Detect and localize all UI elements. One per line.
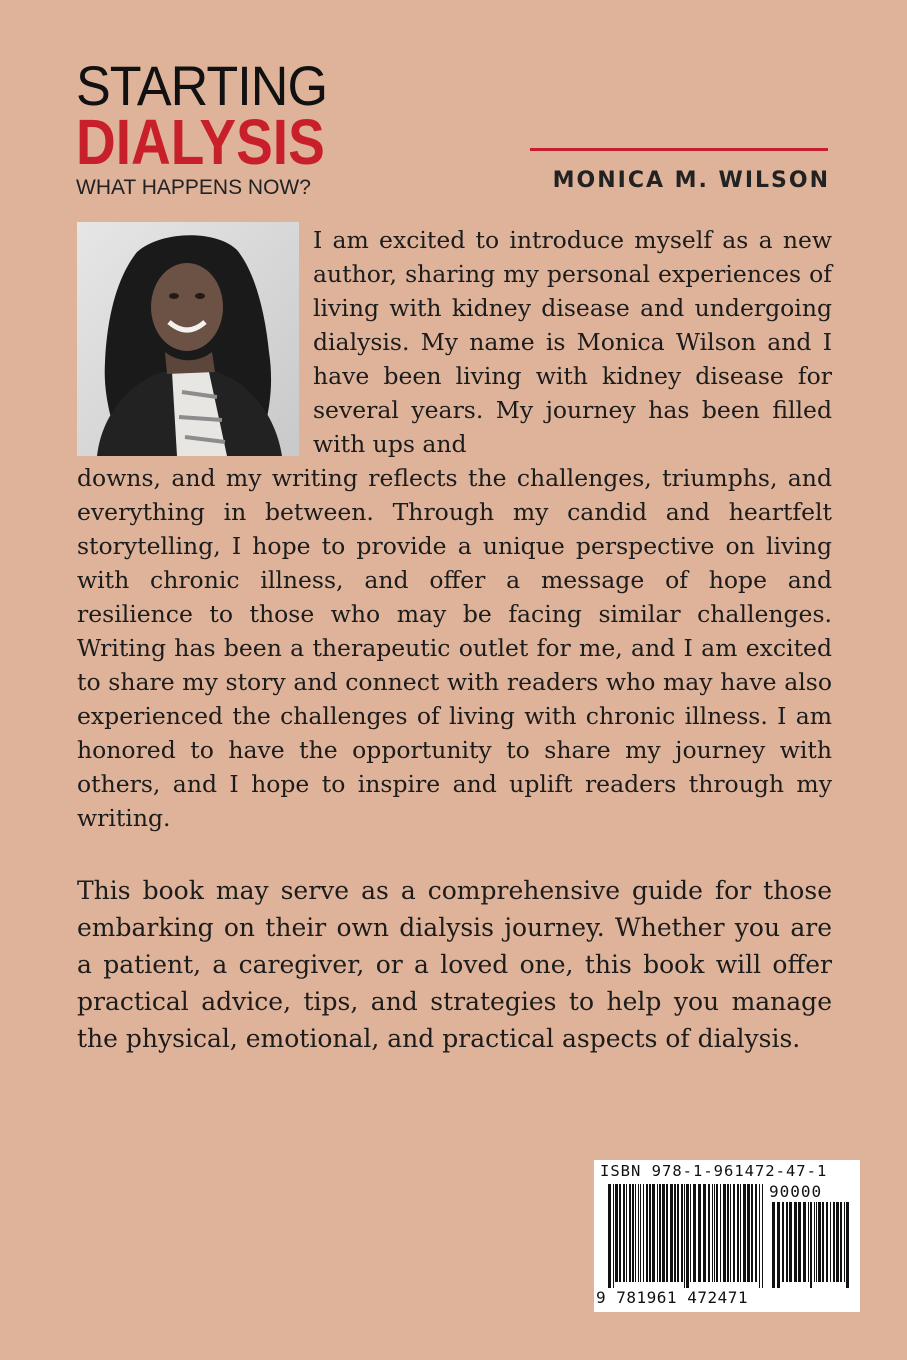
price-code: 90000 <box>769 1182 823 1201</box>
barcode-bar <box>777 1202 780 1288</box>
barcode-bar <box>652 1184 655 1282</box>
ean-digits: 9 781961 472471 <box>596 1288 748 1307</box>
barcode-bar <box>751 1184 753 1282</box>
barcode-bar <box>608 1184 611 1288</box>
barcode-bar <box>810 1202 812 1288</box>
barcode-bar <box>690 1184 691 1282</box>
author-name: MONICA M. WILSON <box>552 168 830 193</box>
barcode-bar <box>681 1184 683 1282</box>
barcode-bar <box>712 1184 713 1282</box>
barcode-bar <box>646 1184 648 1282</box>
barcode-bar <box>814 1202 815 1282</box>
barcode-bar <box>730 1184 731 1282</box>
blurb-paragraph-1 <box>77 223 832 835</box>
barcode-bar <box>833 1202 835 1282</box>
barcode-bar <box>808 1202 809 1282</box>
addon-barcode-icon <box>772 1202 852 1288</box>
barcode-bar <box>789 1202 792 1282</box>
blurb-paragraph-2: This book may serve as a comprehensive guide for those embarking on their own dialysis journey. Whether you are a patient, a caregiver, or a loved one, this book will offer practical advice, tips, and strategies to help you manage the physical, emotional, and practical aspects of dialysis. <box>77 876 832 1053</box>
barcode-bar <box>659 1184 661 1282</box>
barcode-bar <box>716 1184 718 1282</box>
barcode-bar <box>714 1184 715 1282</box>
barcode-bar <box>670 1184 673 1282</box>
ean-barcode-icon <box>608 1184 766 1288</box>
barcode-bar <box>619 1184 621 1282</box>
barcode-bar <box>703 1184 706 1282</box>
isbn-barcode <box>594 1160 860 1312</box>
barcode-bar <box>632 1184 634 1282</box>
book-title-block <box>76 54 366 200</box>
barcode-bar <box>816 1202 817 1282</box>
blurb-paragraph-1-continued: downs, and my writing reflects the challenges, triumphs, and everything in between. Through my candid and heartfelt storytelling, I hope to provide a unique perspective on living with chronic illness, and offer a message of hope and resilience to those who may be facing similar challenges. Writing has been a therapeutic outlet for me, and I am excited to share my story and connect with readers who may have also experienced the challenges of living with chronic illness. I am honored to have the opportunity to share my journey with others, and I hope to inspire and uplift readers through my writing. <box>77 464 832 832</box>
subtitle: WHAT HAPPENS NOW? <box>76 176 311 199</box>
barcode-bar <box>635 1184 636 1282</box>
barcode-bar <box>723 1184 726 1282</box>
barcode-bar <box>698 1184 701 1282</box>
barcode-bar <box>803 1202 806 1282</box>
barcode-bar <box>626 1184 627 1282</box>
barcode-bar <box>677 1184 679 1282</box>
barcode-bar <box>836 1202 839 1282</box>
barcode-bar <box>623 1184 625 1282</box>
barcode-bar <box>613 1184 614 1288</box>
barcode-bar <box>826 1202 828 1282</box>
barcode-bar <box>798 1202 801 1282</box>
barcode-bar <box>708 1184 710 1282</box>
barcode-bar <box>733 1184 735 1282</box>
barcode-bar <box>782 1202 784 1282</box>
barcode-bar <box>727 1184 729 1282</box>
author-divider <box>530 148 828 151</box>
barcode-bar <box>629 1184 631 1282</box>
barcode-bar <box>666 1184 668 1282</box>
barcode-bar <box>640 1184 641 1282</box>
barcode-bar <box>693 1184 696 1282</box>
title-starting: STARTING <box>76 54 328 117</box>
barcode-bar <box>686 1184 689 1288</box>
barcode-bar <box>740 1184 741 1282</box>
barcode-bar <box>674 1184 676 1282</box>
barcode-bar <box>684 1184 685 1288</box>
barcode-bar <box>657 1184 658 1282</box>
blurb-paragraph-1-beside-photo: I am excited to introduce myself as a new author, sharing my personal experiences of living with kidney disease and undergoing dialysis. My name is Monica Wilson and I have been living with kidney disease for several years. My journey has been filled with ups and <box>313 226 832 458</box>
barcode-bar <box>743 1184 746 1282</box>
barcode-bar <box>830 1202 831 1282</box>
barcode-bar <box>755 1184 757 1282</box>
barcode-bar <box>794 1202 797 1282</box>
barcode-bar <box>772 1202 775 1288</box>
barcode-bar <box>649 1184 651 1282</box>
barcode-bar <box>762 1184 763 1288</box>
barcode-bar <box>840 1202 842 1282</box>
barcode-bar <box>638 1184 639 1282</box>
barcode-bar <box>846 1202 849 1288</box>
barcode-bar <box>643 1184 644 1282</box>
barcode-bar <box>615 1184 618 1282</box>
barcode-bar <box>662 1184 665 1282</box>
barcode-bar <box>747 1184 750 1282</box>
barcode-bar <box>786 1202 788 1282</box>
barcode-bar <box>818 1202 821 1282</box>
barcode-bar <box>720 1184 721 1282</box>
barcode-bar <box>822 1202 824 1282</box>
isbn-label: ISBN 978-1-961472-47-1 <box>600 1162 828 1180</box>
barcode-bar <box>844 1202 845 1282</box>
title-dialysis: DIALYSIS <box>76 106 325 178</box>
barcode-bar <box>737 1184 739 1282</box>
barcode-bar <box>759 1184 760 1288</box>
